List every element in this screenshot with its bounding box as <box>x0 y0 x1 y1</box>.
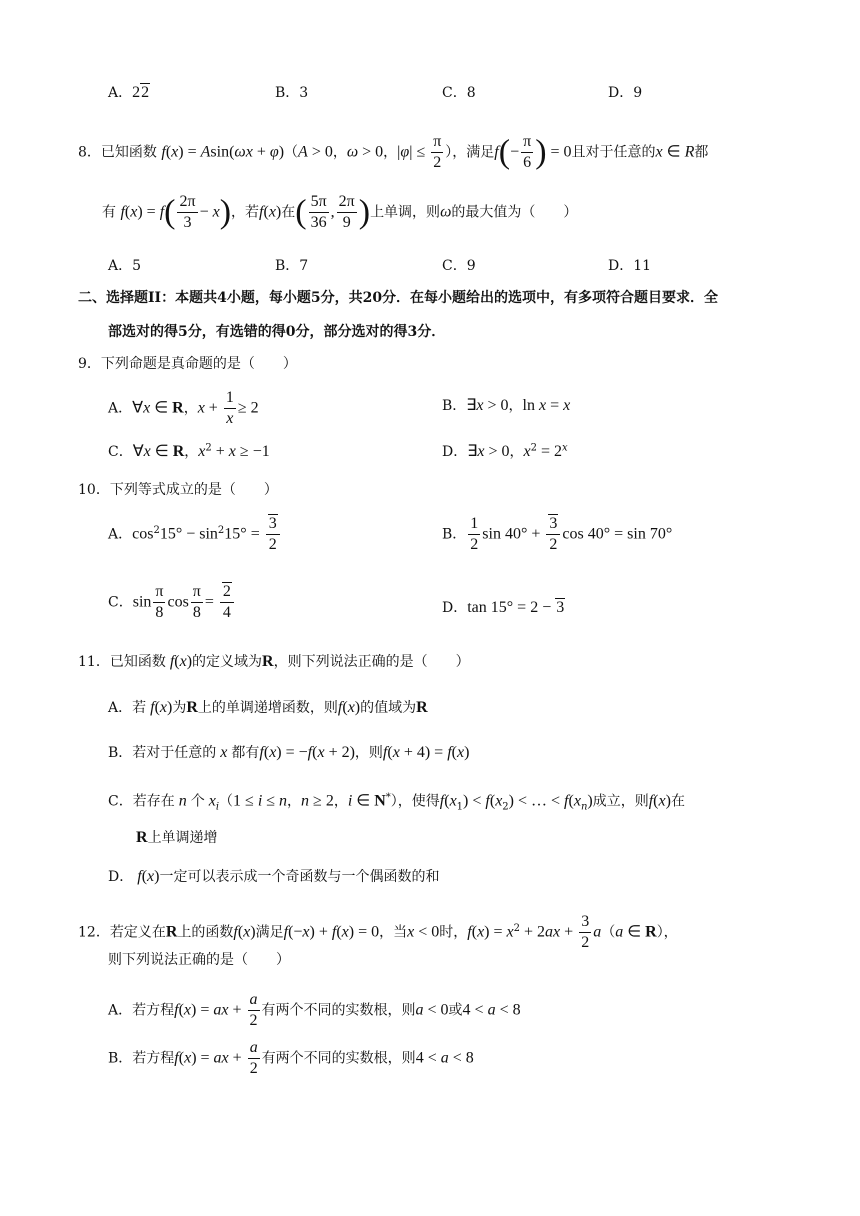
q10-option-b: B． $\frac{1}{2}$ sin 40° + $\frac{3}{2}$ cos 40° = sin 70° <box>442 515 673 553</box>
q8-option-a: A．5 <box>108 258 142 274</box>
q11-option-d: D． f(x)一定可以表示成一个奇函数与一个偶函数的和 <box>108 868 440 885</box>
q10-stem: 10．下列等式成立的是（ ） <box>78 482 278 498</box>
q12-stem-line1: 12．若定义在R上的函数f(x)满足f(−x) + f(x) = 0，当x < 0时，$f(x) = x^2 + 2ax$ + $\frac{3}{2}$ a（a ∈ R）， <box>78 913 678 951</box>
q8-option-c: C．9 <box>442 258 476 274</box>
q7-option-a: A．22 <box>108 84 150 101</box>
q11-option-c-line1: C．若存在 n 个 $x_i(1 \le i \le n$，n ≥ 2，i ∈ N*），使得$f(x_1) < f(x_2)$ < … < $f(x_n)$成立，则f(x)在 <box>108 792 685 813</box>
q7-option-c: C．8 <box>442 85 476 101</box>
q12-option-b: B．若方程f(x) = ax + $\frac{a}{2}$ 有两个不同的实数根，则4 < a < 8 <box>108 1039 474 1077</box>
q11-option-b: B．若对于任意的 x 都有f(x) = −f(x + 2)，则f(x + 4) = f(x) <box>108 744 470 761</box>
q8-option-b: B．7 <box>275 258 309 274</box>
q9-option-a: A．∀x ∈ R，x + $\frac{1}{x}$ ≥ 2 <box>108 389 259 427</box>
q9-option-b: B．∃x > 0，ln x = x <box>442 397 571 414</box>
q8-option-d: D．11 <box>608 258 652 274</box>
q11-option-a: A．若 f(x)为R上的单调递增函数，则f(x)的值域为R <box>108 699 428 716</box>
q11-option-c-line2: R上单调递增 <box>136 829 218 846</box>
q9-option-d: D．∃x > 0，$x^2 = 2^x$ <box>442 442 568 460</box>
q11-stem: 11．已知函数 f(x)的定义域为R，则下列说法正确的是（ ） <box>78 653 470 670</box>
section2-heading-line2: 部选对的得5分，有选错的得0分，部分选对的得3分． <box>108 324 446 340</box>
q9-stem: 9．下列命题是真命题的是（ ） <box>78 356 297 372</box>
q12-stem-line2: 则下列说法正确的是（ ） <box>108 952 290 968</box>
q7-option-b: B．3 <box>275 85 309 101</box>
q10-option-c: C．sin $\frac{\pi}{8}$ cos $\frac{\pi}{8}$ = $\frac{2}{4}$ <box>108 582 236 623</box>
q10-option-d: D．tan 15° = 2 − 3 <box>442 599 565 616</box>
q9-option-c: C．∀x ∈ R，$x^2 + x \ge -1$ <box>108 442 270 460</box>
q7-option-d: D．9 <box>608 85 643 101</box>
q12-option-a: A．若方程f(x) = ax + $\frac{a}{2}$ 有两个不同的实数根，则a < 0或4 < a < 8 <box>108 991 521 1029</box>
q8-stem-line2: 有 f(x) = f( $\frac{2\pi}{3}$ − x)，若f(x)在( $\frac{5\pi}{36}$ , $\frac{2\pi}{9}$ )上单调，则ω的最大值为（ ） <box>102 193 578 231</box>
q10-option-a: A．$\cos^215^\circ - \sin^215^\circ$ = $\frac{3}{2}$ <box>108 514 282 555</box>
section2-heading-line1: 二、选择题II：本题共4小题，每小题5分，共20分．在每小题给出的选项中，有多项符合题目要求．全 <box>78 290 719 306</box>
q8-stem-line1: 8．已知函数 f(x) = Asin(ωx + φ)（A > 0，ω > 0，|φ| ≤ $\frac{\pi}{2}$ ），满足f(− $\frac{\pi}{6}$ ) = 0且对于任意的x ∈ R都 <box>78 133 709 171</box>
